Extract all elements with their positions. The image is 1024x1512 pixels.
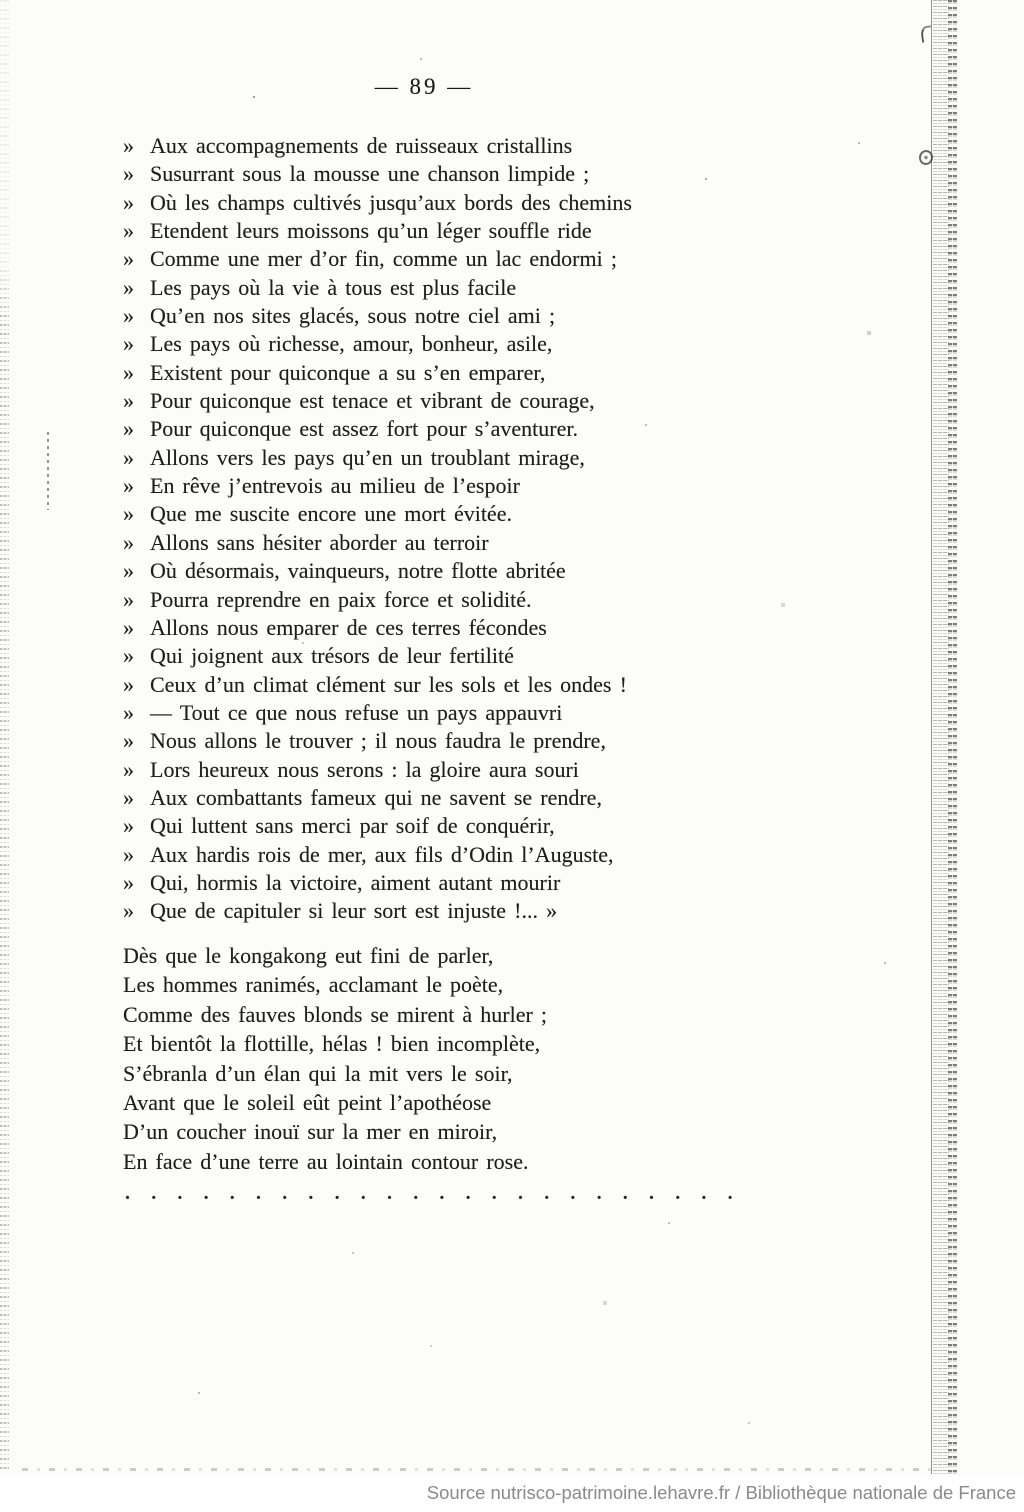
verse-line [123, 444, 632, 472]
verse-text: Avant que le soleil eût peint l’apothéose [123, 1089, 492, 1115]
verse-text: S’ébranla d’un élan qui la mit vers le soir, [123, 1060, 513, 1086]
quotation-continuation-marker: » [123, 869, 134, 895]
verse-text: Que me suscite encore une mort évitée. [150, 501, 512, 527]
quotation-continuation-marker: » [123, 841, 134, 867]
quotation-continuation-marker: » [123, 813, 134, 839]
quotation-continuation-marker: » [123, 331, 134, 357]
verse-text: Et bientôt la flottille, hélas ! bien incomplète, [123, 1031, 541, 1057]
verse-line [123, 529, 632, 557]
verse-line [123, 1059, 547, 1088]
quotation-continuation-marker: » [123, 161, 134, 187]
verse-line [123, 614, 632, 642]
quotation-continuation-marker: » [123, 643, 134, 669]
verse-line [123, 132, 632, 160]
closing-stanza [123, 941, 547, 1176]
verse-text: Où les champs cultivés jusqu’aux bords des chemins [150, 189, 632, 215]
verse-text: Aux hardis rois de mer, aux fils d’Odin l’Auguste, [150, 841, 614, 867]
verse-line [123, 274, 632, 302]
verse-text: Les pays où la vie à tous est plus facile [150, 274, 517, 300]
verse-text: D’un coucher inouï sur la mer en miroir, [123, 1119, 498, 1145]
verse-line [123, 189, 632, 217]
margin-scratch-mark [47, 432, 49, 510]
verse-line [123, 1000, 547, 1029]
verse-text: Nous allons le trouver ; il nous faudra le prendre, [150, 728, 606, 754]
quotation-continuation-marker: » [123, 274, 134, 300]
verse-line [123, 245, 632, 273]
verse-text: Qui luttent sans merci par soif de conquérir, [150, 813, 555, 839]
verse-line [123, 869, 632, 897]
verse-text: En face d’une terre au lointain contour rose. [123, 1148, 529, 1174]
verse-text: Aux combattants fameux qui ne savent se rendre, [150, 784, 602, 810]
page-number: — 89 — [374, 74, 474, 99]
quotation-continuation-marker: » [123, 671, 134, 697]
verse-line [123, 970, 547, 999]
scan-edge-bottom [22, 1468, 934, 1471]
source-attribution-text: Source nutrisco-patrimoine.lehavre.fr / Bibliothèque nationale de France [426, 1482, 1016, 1503]
verse-text: Pour quiconque est assez fort pour s’aventurer. [150, 416, 578, 442]
verse-line [123, 359, 632, 387]
quotation-continuation-marker: » [123, 756, 134, 782]
verse-text: Qu’en nos sites glacés, sous notre ciel ami ; [150, 303, 556, 329]
quotation-continuation-marker: » [123, 784, 134, 810]
verse-text: Existent pour quiconque a su s’en emparer, [150, 359, 546, 385]
quotation-continuation-marker: » [123, 699, 134, 725]
verse-text: Ceux d’un climat clément sur les sols et les ondes ! [150, 671, 627, 697]
verse-text: Lors heureux nous serons : la gloire aura souri [150, 756, 579, 782]
quoted-stanza [123, 132, 632, 926]
verse-text: Pour quiconque est tenace et vibrant de courage, [150, 388, 595, 414]
paper-specks [0, 0, 2, 2]
scan-edge-left [0, 0, 9, 1470]
verse-text: Allons vers les pays qu’en un troublant mirage, [150, 444, 585, 470]
verse-line [123, 302, 632, 330]
verse-text: Aux accompagnements de ruisseaux cristallins [150, 133, 573, 158]
verse-line [123, 841, 632, 869]
verse-text: Les pays où richesse, amour, bonheur, asile, [150, 331, 553, 357]
ink-blot-mark [920, 25, 933, 42]
quotation-continuation-marker: » [123, 728, 134, 754]
quotation-continuation-marker: » [123, 133, 134, 158]
verse-line [123, 415, 632, 443]
verse-line [123, 671, 632, 699]
verse-text: Comme une mer d’or fin, comme un lac endormi ; [150, 246, 617, 272]
verse-line [123, 586, 632, 614]
verse-text: Qui, hormis la victoire, aiment autant mourir [150, 869, 561, 895]
verse-line [123, 472, 632, 500]
scan-gutter-right [930, 0, 960, 1474]
quotation-continuation-marker: » [123, 359, 134, 385]
verse-text: Les hommes ranimés, acclamant le poète, [123, 972, 504, 998]
verse-line [123, 756, 632, 784]
verse-line [123, 699, 632, 727]
verse-line [123, 727, 632, 755]
verse-line [123, 557, 632, 585]
quotation-continuation-marker: » [123, 586, 134, 612]
verse-text: Pourra reprendre en paix force et solidité. [150, 586, 532, 612]
quotation-continuation-marker: » [123, 529, 134, 555]
quotation-continuation-marker: » [123, 473, 134, 499]
verse-line [123, 1117, 547, 1146]
verse-text: Que de capituler si leur sort est injuste !... » [150, 898, 558, 924]
verse-line [123, 642, 632, 670]
verse-line [123, 812, 632, 840]
verse-text: Où désormais, vainqueurs, notre flotte abritée [150, 558, 566, 584]
quotation-continuation-marker: » [123, 614, 134, 640]
quotation-continuation-marker: » [123, 388, 134, 414]
verse-text: Qui joignent aux trésors de leur fertilité [150, 643, 514, 669]
verse-line [123, 1029, 547, 1058]
verse-text: Susurrant sous la mousse une chanson limpide ; [150, 161, 590, 187]
quotation-continuation-marker: » [123, 246, 134, 272]
quotation-continuation-marker: » [123, 444, 134, 470]
verse-line [123, 160, 632, 188]
verse-text: — Tout ce que nous refuse un pays appauvri [150, 699, 563, 725]
verse-text: Comme des fauves blonds se mirent à hurler ; [123, 1001, 548, 1027]
quotation-continuation-marker: » [123, 218, 134, 244]
verse-line [123, 1147, 547, 1176]
quotation-continuation-marker: » [123, 898, 134, 924]
verse-line [123, 784, 632, 812]
quotation-continuation-marker: » [123, 303, 134, 329]
verse-text: Allons nous emparer de ces terres fécondes [150, 614, 547, 640]
verse-line [123, 941, 547, 970]
verse-line [123, 500, 632, 528]
verse-line [123, 1088, 547, 1117]
verse-text: En rêve j’entrevois au milieu de l’espoir [150, 473, 520, 499]
quotation-continuation-marker: » [123, 416, 134, 442]
quotation-continuation-marker: » [123, 558, 134, 584]
ellipsis-line: . . . . . . . . . . . . . . . . . . . . . . . . [125, 1182, 738, 1204]
verse-text: Etendent leurs moissons qu’un léger souffle ride [150, 218, 592, 244]
quotation-continuation-marker: » [123, 501, 134, 527]
source-attribution-bar [0, 1476, 1024, 1512]
verse-line [123, 897, 632, 925]
verse-text: Allons sans hésiter aborder au terroir [150, 529, 489, 555]
verse-text: Dès que le kongakong eut fini de parler, [123, 943, 494, 968]
verse-line [123, 387, 632, 415]
verse-line [123, 217, 632, 245]
quotation-continuation-marker: » [123, 189, 134, 215]
verse-line [123, 330, 632, 358]
